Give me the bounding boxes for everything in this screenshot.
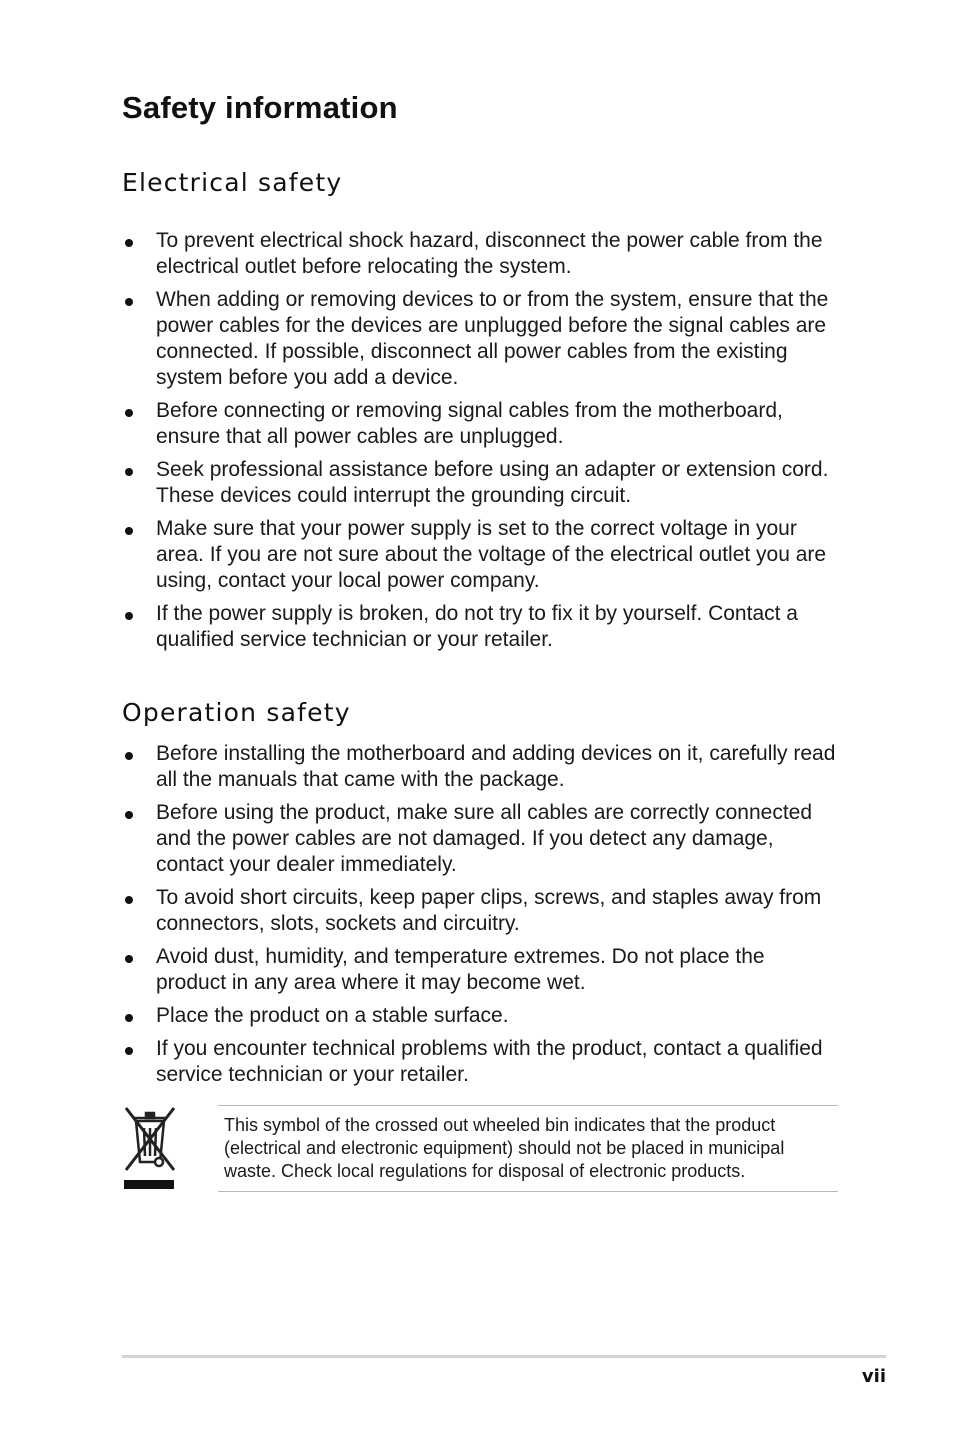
bullet-icon <box>125 896 133 904</box>
list-item-text: Before using the product, make sure all cables are correctly connected and the power cables are not damaged. If you detect any damage, contact your dealer immediately. <box>156 801 813 876</box>
list-item-text: Make sure that your power supply is set to the correct voltage in your area. If you are not sure about the voltage of the electrical outlet you are using, contact your local power company. <box>156 517 827 592</box>
footer-divider <box>122 1355 886 1358</box>
list-item <box>122 1036 837 1088</box>
list-item <box>122 885 837 937</box>
disposal-notice <box>218 1105 838 1192</box>
list-item <box>122 516 837 594</box>
bullet-icon <box>125 409 133 417</box>
operation-safety-heading: Operation safety <box>122 698 351 727</box>
list-item-text: To avoid short circuits, keep paper clips, screws, and staples away from connectors, slots, sockets and circuitry. <box>156 886 822 935</box>
list-item-text: If you encounter technical problems with the product, contact a qualified service technician or your retailer. <box>156 1037 823 1086</box>
bullet-icon <box>125 468 133 476</box>
list-item <box>122 1003 837 1029</box>
list-item <box>122 287 837 391</box>
bullet-icon <box>125 811 133 819</box>
list-item <box>122 800 837 878</box>
list-item-text: Avoid dust, humidity, and temperature extremes. Do not place the product in any area where it may become wet. <box>156 945 765 994</box>
list-item-text: Before connecting or removing signal cables from the motherboard, ensure that all power cables are unplugged. <box>156 399 783 448</box>
page-title: Safety information <box>122 90 398 125</box>
bullet-icon <box>125 298 133 306</box>
list-item-text: Before installing the motherboard and adding devices on it, carefully read all the manuals that came with the package. <box>156 742 836 791</box>
list-item <box>122 944 837 996</box>
crossed-out-wheeled-bin-icon <box>122 1104 178 1190</box>
list-item-text: Seek professional assistance before using an adapter or extension cord. These devices could interrupt the grounding circuit. <box>156 458 829 507</box>
list-item-text: When adding or removing devices to or from the system, ensure that the power cables for the devices are unplugged before the signal cables are connected. If possible, disconnect all power cables from the existing system before you add a device. <box>156 288 829 389</box>
list-item-text: Place the product on a stable surface. <box>156 1004 509 1027</box>
list-item-text: To prevent electrical shock hazard, disconnect the power cable from the electrical outlet before relocating the system. <box>156 229 823 278</box>
bullet-icon <box>125 1014 133 1022</box>
bullet-icon <box>125 752 133 760</box>
bullet-icon <box>125 955 133 963</box>
list-item <box>122 457 837 509</box>
page-number: vii <box>861 1366 886 1387</box>
operation-safety-list <box>122 741 837 1095</box>
electrical-safety-list <box>122 228 837 660</box>
list-item <box>122 601 837 653</box>
bullet-icon <box>125 527 133 535</box>
list-item <box>122 398 837 450</box>
list-item-text: If the power supply is broken, do not try to fix it by yourself. Contact a qualified service technician or your retailer. <box>156 602 798 651</box>
bullet-icon <box>125 612 133 620</box>
list-item <box>122 741 837 793</box>
bullet-icon <box>125 239 133 247</box>
disposal-notice-text: This symbol of the crossed out wheeled bin indicates that the product (electrical and electronic equipment) should not be placed in municipal waste. Check local regulations for disposal of electronic products. <box>224 1115 785 1181</box>
electrical-safety-heading: Electrical safety <box>122 168 343 197</box>
bullet-icon <box>125 1047 133 1055</box>
list-item <box>122 228 837 280</box>
